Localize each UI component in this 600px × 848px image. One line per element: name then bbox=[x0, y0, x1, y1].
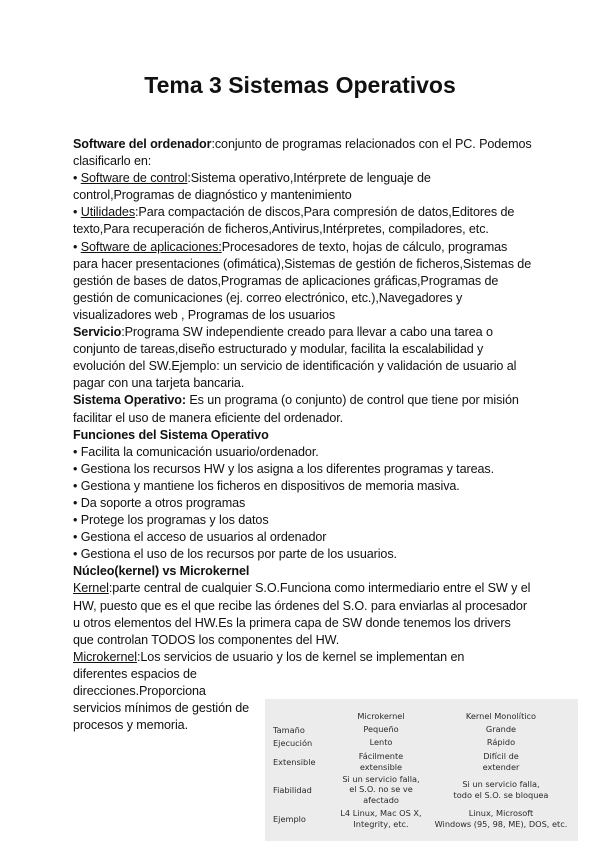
table-cell-text: el S.O. no se ve afectado bbox=[349, 784, 413, 805]
table-cell bbox=[431, 736, 571, 749]
software-paragraph bbox=[73, 136, 533, 170]
table-row-label: Extensible bbox=[273, 756, 316, 767]
table-cell bbox=[431, 805, 571, 832]
software-item-text: Procesadores de texto, hojas de cálculo, programas para hacer presentaciones (ofimática),Sistemas de gestión de ficheros,Sistemas de gestión de bases de datos,Programas de aplicaciones gráficas,Programas de gestión de comunicaciones (ej. correo electrónico, etc.),Navegadores y visualizadores web , Programas de los usuarios bbox=[73, 239, 532, 322]
table-cell bbox=[431, 749, 571, 774]
funcion-item: • Gestiona el acceso de usuarios al ordenador bbox=[73, 530, 327, 545]
table-cell-text: Grande bbox=[485, 724, 517, 735]
microkernel-text: :Los servicios de usuario y los de kernel se implementan en bbox=[136, 649, 465, 664]
kernel-text: :parte central de cualquier S.O.Funciona como intermediario entre el SW y el HW, puesto que es el que recibe las órdenes del S.O. para enviarlas al procesador u otros elementos del HW.Es la primera capa de SW donde tenemos los drivers que controlan TODOS los componentes del HW. bbox=[73, 581, 531, 647]
table-cell bbox=[331, 723, 431, 736]
table-cell-text: todo el S.O. se bloquea bbox=[453, 789, 549, 800]
table-cell-text: Windows (95, 98, ME), DOS, etc. bbox=[434, 818, 568, 829]
software-item-aplicaciones bbox=[73, 239, 533, 324]
servicio-label: Servicio bbox=[73, 325, 122, 340]
table-row-label: Tamaño bbox=[273, 724, 305, 735]
table-cell-text: Lento bbox=[369, 737, 393, 748]
bullet: • bbox=[73, 171, 81, 186]
software-item-term: Software de control bbox=[80, 171, 188, 186]
nucleo-heading: Núcleo(kernel) vs Microkernel bbox=[73, 564, 250, 579]
servicio-text: :Programa SW independiente creado para llevar a cabo una tarea o conjunto de tareas,diseño estructurado y modular, facilita la escalabilidad y evolución del SW.Ejemplo: un servicio de identificación y validación de usuario al pagar con una tarjeta bancaria. bbox=[73, 325, 517, 391]
funcion-item: • Facilita la comunicación usuario/ordenador. bbox=[73, 444, 319, 459]
table-cell bbox=[331, 805, 431, 832]
document-body bbox=[73, 136, 533, 734]
software-label: Software del ordenador bbox=[73, 137, 212, 151]
software-item-text: :Para compactación de discos,Para compresión de datos,Editores de texto,Para recuperación de ficheros,Antivirus,Intérpretes, compiladores, etc. bbox=[73, 205, 515, 237]
funcion-item: • Protege los programas y los datos bbox=[73, 513, 269, 528]
table-cell-text: Rápido bbox=[486, 737, 516, 748]
table-header-cell: Microkernel bbox=[357, 710, 405, 721]
bullet: • bbox=[73, 205, 81, 220]
so-text: Es un programa (o conjunto) de control que tiene por misión facilitar el uso de manera eficiente del ordenador. bbox=[73, 393, 519, 425]
page-title: Tema 3 Sistemas Operativos bbox=[144, 72, 456, 98]
microkernel-term: Microkernel bbox=[73, 649, 137, 664]
funcion-item: • Da soporte a otros programas bbox=[73, 495, 246, 510]
bullet: • bbox=[73, 239, 81, 254]
funciones-heading: Funciones del Sistema Operativo bbox=[73, 427, 269, 442]
table-row bbox=[273, 774, 571, 805]
table-cell-text: extensible bbox=[359, 761, 403, 772]
funcion-item: • Gestiona los recursos HW y los asigna a los diferentes programas y tareas. bbox=[73, 461, 494, 476]
microkernel-paragraph bbox=[73, 649, 533, 666]
table-cell bbox=[331, 749, 431, 774]
table-header-row bbox=[273, 708, 571, 723]
table-row-label: Ejemplo bbox=[273, 813, 306, 824]
kernel-comparison-table-image bbox=[265, 699, 578, 841]
table-cell-text: Difícil de bbox=[483, 751, 519, 762]
software-item-term: Software de aplicaciones: bbox=[80, 239, 222, 254]
table-cell bbox=[331, 774, 431, 805]
table-cell-text: Linux, Microsoft bbox=[468, 808, 534, 819]
servicio-paragraph bbox=[73, 324, 533, 392]
table-cell-text: Si un servicio falla, bbox=[462, 779, 540, 790]
funcion-item: • Gestiona el uso de los recursos por parte de los usuarios. bbox=[73, 547, 397, 562]
software-item-control bbox=[73, 170, 533, 204]
software-item-utilidades bbox=[73, 204, 533, 238]
software-item-term: Utilidades bbox=[80, 205, 136, 220]
microkernel-text-continued: diferentes espacios de direcciones.Proporciona servicios mínimos de gestión de procesos y memoria. bbox=[73, 666, 250, 733]
so-paragraph bbox=[73, 392, 533, 426]
table-cell-text: L4 Linux, Mac OS X, bbox=[340, 808, 422, 819]
table-header-cell: Kernel Monolítico bbox=[465, 710, 537, 721]
software-text: :conjunto de programas relacionados con el PC. Podemos clasificarlo en: bbox=[73, 137, 532, 169]
table-cell bbox=[331, 736, 431, 749]
table-row bbox=[273, 736, 571, 749]
table-row-label: Fiabilidad bbox=[273, 784, 312, 795]
table-cell-text: Pequeño bbox=[363, 724, 399, 735]
table-cell bbox=[431, 774, 571, 805]
software-item-text: :Sistema operativo,Intérprete de lenguaje de control,Programas de diagnóstico y mantenimiento bbox=[73, 171, 431, 203]
table-row bbox=[273, 723, 571, 736]
table-row-label: Ejecución bbox=[273, 737, 313, 748]
funcion-item: • Gestiona y mantiene los ficheros en dispositivos de memoria masiva. bbox=[73, 478, 460, 493]
kernel-term: Kernel bbox=[73, 581, 109, 596]
table-cell-text: Fácilmente bbox=[358, 751, 404, 762]
table-cell bbox=[431, 723, 571, 736]
table-row bbox=[273, 749, 571, 774]
table-cell-text: Si un servicio falla, bbox=[342, 774, 420, 784]
table-cell-text: Integrity, etc. bbox=[353, 818, 409, 829]
kernel-paragraph bbox=[73, 580, 533, 648]
kernel-comparison-table bbox=[273, 708, 571, 832]
so-label: Sistema Operativo: bbox=[73, 393, 186, 408]
table-row bbox=[273, 805, 571, 832]
table-header-cell bbox=[273, 708, 331, 723]
table-cell-text: extender bbox=[482, 761, 520, 772]
